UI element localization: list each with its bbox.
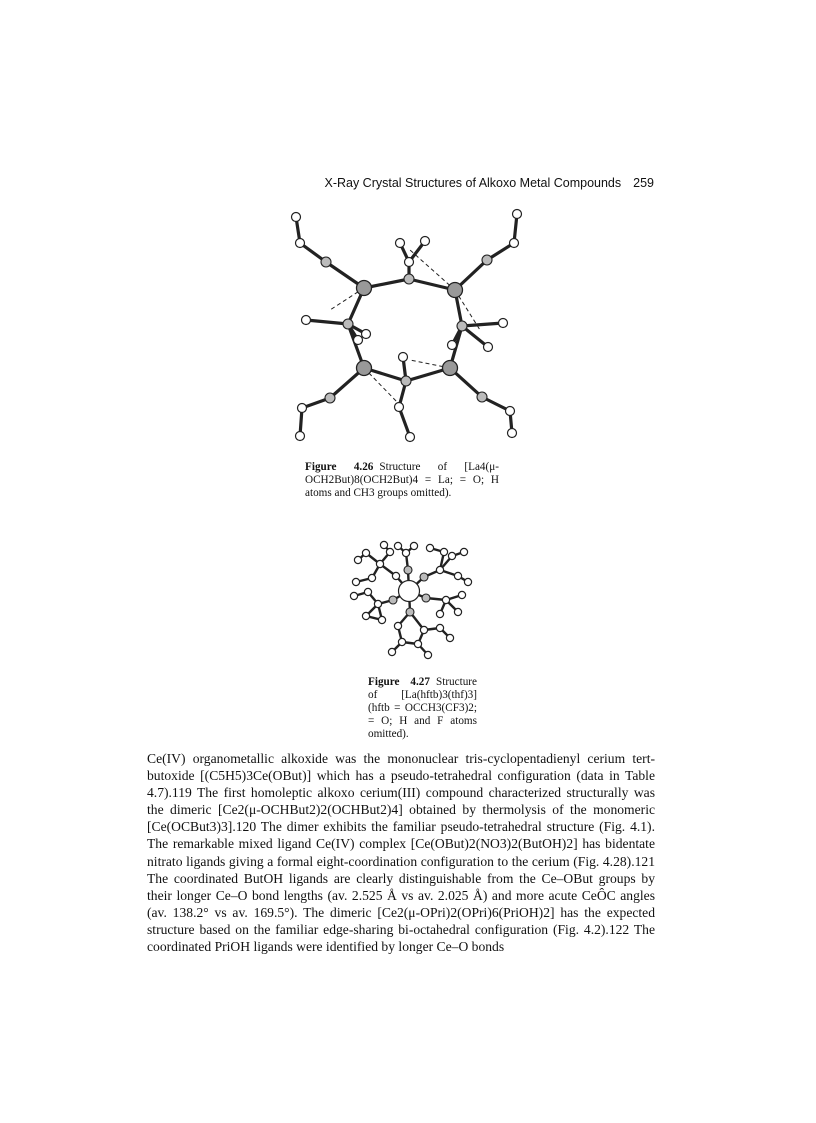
running-header xyxy=(300,176,654,190)
figure-4-26-label: Figure 4.26 xyxy=(305,461,374,473)
figure-4-27-caption xyxy=(368,676,477,741)
page-number: 259 xyxy=(633,176,654,190)
figure-4-26-caption xyxy=(305,461,499,500)
figure-4-27-label: Figure 4.27 xyxy=(368,676,430,688)
figure-4-26-caption-text: Structure of [La4(μ-OCH2But)8(OCH2But)4 = La; = O; H atoms and CH3 groups omitted). xyxy=(305,461,499,499)
running-title: X-Ray Crystal Structures of Alkoxo Metal Compounds xyxy=(324,176,622,190)
figure-4-27-caption-text: Structure of [La(hftb)3(thf)3] (hftb = OCCH3(CF3)2; = O; H and F atoms omitted). xyxy=(368,676,477,740)
figure-4-26-structure xyxy=(286,204,526,454)
body-paragraph: Ce(IV) organometallic alkoxide was the mononuclear tris-cyclopentadienyl cerium tert-butoxide [(C5H5)3Ce(OBut)] which has a pseudo-tetrahedral configuration (data in Table 4.7).119 The first homoleptic alkoxo cerium(III) compound characterized structurally was the dimeric [Ce2(μ-OCHBut2)2(OCHBut2)4] obtained by thermolysis of the monomeric [Ce(OCBut3)3].120 The dimer exhibits the familiar pseudo-tetrahedral structure (Fig. 4.1). The remarkable mixed ligand Ce(IV) complex [Ce(OBut)2(NO3)2(ButOH)2] has bidentate nitrato ligands giving a formal eight-coordination configuration to the cerium (Fig. 4.28).121 The coordinated ButOH ligands are clearly distinguishable from the Ce–OBut groups by their longer Ce–O bond lengths (av. 2.525 Å vs av. 2.025 Å) and more acute CeÔC angles (av. 138.2° vs av. 169.5°). The dimeric [Ce2(μ-OPri)2(OPri)6(PriOH)2] has the expected structure based on the familiar edge-sharing bi-octahedral configuration (Fig. 4.2).122 The coordinated PriOH ligands were identified by longer Ce–O bonds xyxy=(147,751,655,955)
figure-4-27-structure xyxy=(342,540,480,668)
